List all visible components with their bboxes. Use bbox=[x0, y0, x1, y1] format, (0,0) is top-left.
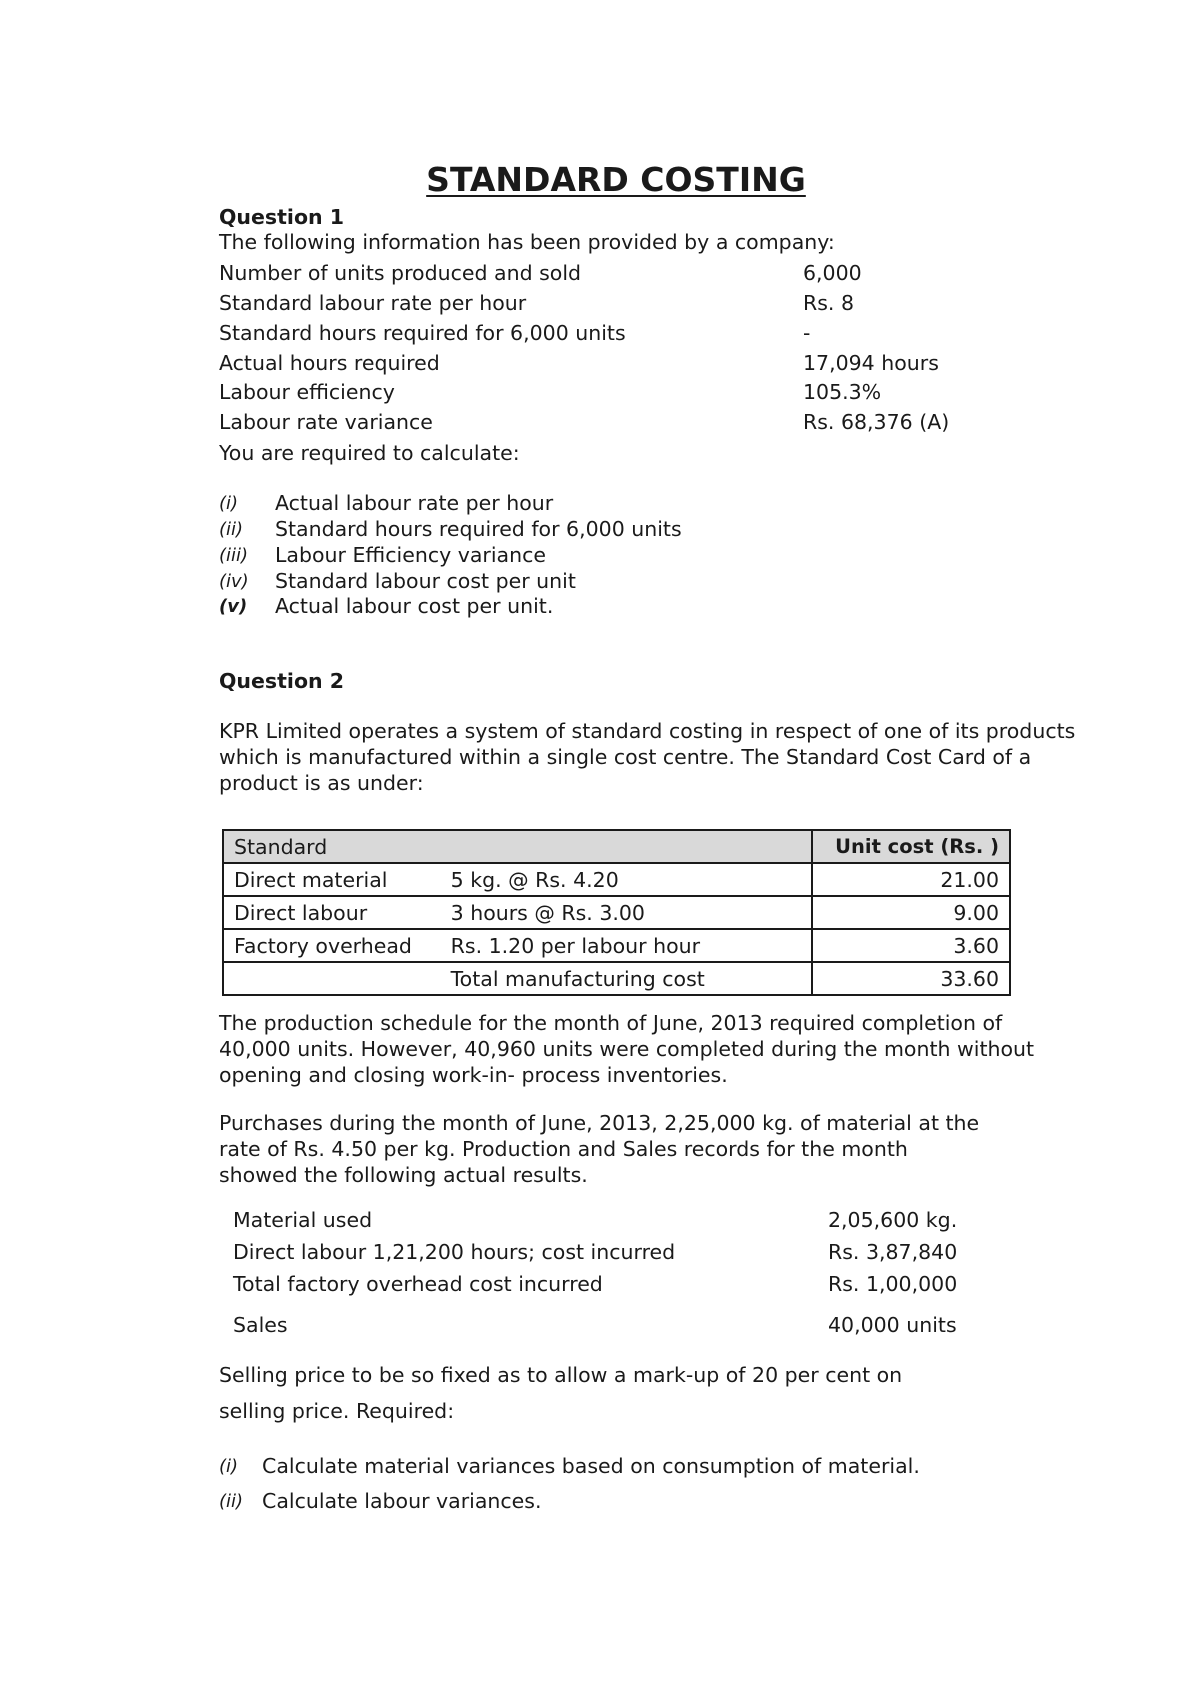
paragraph-line: opening and closing work-in- process inventories. bbox=[219, 1063, 728, 1087]
cost-item bbox=[223, 962, 451, 995]
list-item-number: (iii) bbox=[219, 545, 249, 566]
table-row bbox=[223, 896, 1010, 929]
list-item-text: Standard hours required for 6,000 units bbox=[275, 517, 682, 541]
document-title: STANDARD COSTING bbox=[426, 160, 806, 199]
paragraph-line: 40,000 units. However, 40,960 units were completed during the month without bbox=[219, 1037, 1035, 1061]
info-label: Standard hours required for 6,000 units bbox=[219, 321, 626, 345]
result-value: 40,000 units bbox=[828, 1313, 957, 1337]
result-label: Total factory overhead cost incurred bbox=[233, 1272, 603, 1296]
result-value: 2,05,600 kg. bbox=[828, 1208, 958, 1232]
info-value: Rs. 68,376 (A) bbox=[803, 410, 950, 434]
header-unit-cost: Unit cost (Rs. ) bbox=[812, 830, 1010, 863]
table-row bbox=[223, 863, 1010, 896]
unit-cost: 33.60 bbox=[812, 962, 1010, 995]
standard-cost-card-table bbox=[222, 829, 1011, 996]
info-value: 17,094 hours bbox=[803, 351, 939, 375]
question-1-required: You are required to calculate: bbox=[219, 441, 520, 465]
info-label: Number of units produced and sold bbox=[219, 261, 582, 285]
cost-item: Direct labour bbox=[223, 896, 451, 929]
result-value: Rs. 3,87,840 bbox=[828, 1240, 958, 1264]
question-1-heading: Question 1 bbox=[219, 205, 345, 229]
list-item-number: (ii) bbox=[219, 1491, 244, 1512]
unit-cost: 3.60 bbox=[812, 929, 1010, 962]
cost-basis: Rs. 1.20 per labour hour bbox=[451, 929, 813, 962]
list-item-text: Calculate labour variances. bbox=[262, 1489, 542, 1513]
list-item-text: Labour Efficiency variance bbox=[275, 543, 546, 567]
unit-cost: 9.00 bbox=[812, 896, 1010, 929]
info-value: 6,000 bbox=[803, 261, 862, 285]
unit-cost: 21.00 bbox=[812, 863, 1010, 896]
table-row bbox=[223, 929, 1010, 962]
list-item-text: Actual labour rate per hour bbox=[275, 491, 554, 515]
cost-basis: 5 kg. @ Rs. 4.20 bbox=[451, 863, 813, 896]
list-item-text: Standard labour cost per unit bbox=[275, 569, 576, 593]
info-label: Actual hours required bbox=[219, 351, 440, 375]
info-value: Rs. 8 bbox=[803, 291, 854, 315]
paragraph-line: Selling price to be so fixed as to allow a mark-up of 20 per cent on bbox=[219, 1363, 903, 1387]
info-label: Labour rate variance bbox=[219, 410, 433, 434]
list-item-number: (i) bbox=[219, 493, 239, 514]
question-2-heading: Question 2 bbox=[219, 669, 345, 693]
list-item-number: (v) bbox=[219, 596, 248, 617]
paragraph-line: product is as under: bbox=[219, 771, 424, 795]
table-header-row bbox=[223, 830, 1010, 863]
cost-item: Factory overhead bbox=[223, 929, 451, 962]
question-1-intro: The following information has been provided by a company: bbox=[219, 230, 835, 254]
paragraph-line: which is manufactured within a single cost centre. The Standard Cost Card of a bbox=[219, 745, 1032, 769]
paragraph-line: Purchases during the month of June, 2013, 2,25,000 kg. of material at the bbox=[219, 1111, 980, 1135]
result-label: Material used bbox=[233, 1208, 373, 1232]
list-item-number: (iv) bbox=[219, 571, 249, 592]
info-value: - bbox=[803, 321, 811, 345]
result-value: Rs. 1,00,000 bbox=[828, 1272, 958, 1296]
info-label: Standard labour rate per hour bbox=[219, 291, 527, 315]
header-blank bbox=[451, 830, 813, 863]
info-label: Labour efficiency bbox=[219, 380, 395, 404]
table-total-row bbox=[223, 962, 1010, 995]
header-standard: Standard bbox=[223, 830, 451, 863]
list-item-number: (i) bbox=[219, 1456, 239, 1477]
list-item-number: (ii) bbox=[219, 519, 244, 540]
cost-basis: 3 hours @ Rs. 3.00 bbox=[451, 896, 813, 929]
paragraph-line: rate of Rs. 4.50 per kg. Production and Sales records for the month bbox=[219, 1137, 908, 1161]
paragraph-line: showed the following actual results. bbox=[219, 1163, 588, 1187]
cost-basis: Total manufacturing cost bbox=[451, 962, 813, 995]
list-item-text: Actual labour cost per unit. bbox=[275, 594, 554, 618]
list-item-text: Calculate material variances based on consumption of material. bbox=[262, 1454, 920, 1478]
paragraph-line: selling price. Required: bbox=[219, 1399, 455, 1423]
paragraph-line: KPR Limited operates a system of standard costing in respect of one of its products bbox=[219, 719, 1076, 743]
result-label: Direct labour 1,21,200 hours; cost incurred bbox=[233, 1240, 676, 1264]
paragraph-line: The production schedule for the month of June, 2013 required completion of bbox=[219, 1011, 1003, 1035]
cost-item: Direct material bbox=[223, 863, 451, 896]
info-value: 105.3% bbox=[803, 380, 882, 404]
result-label: Sales bbox=[233, 1313, 288, 1337]
